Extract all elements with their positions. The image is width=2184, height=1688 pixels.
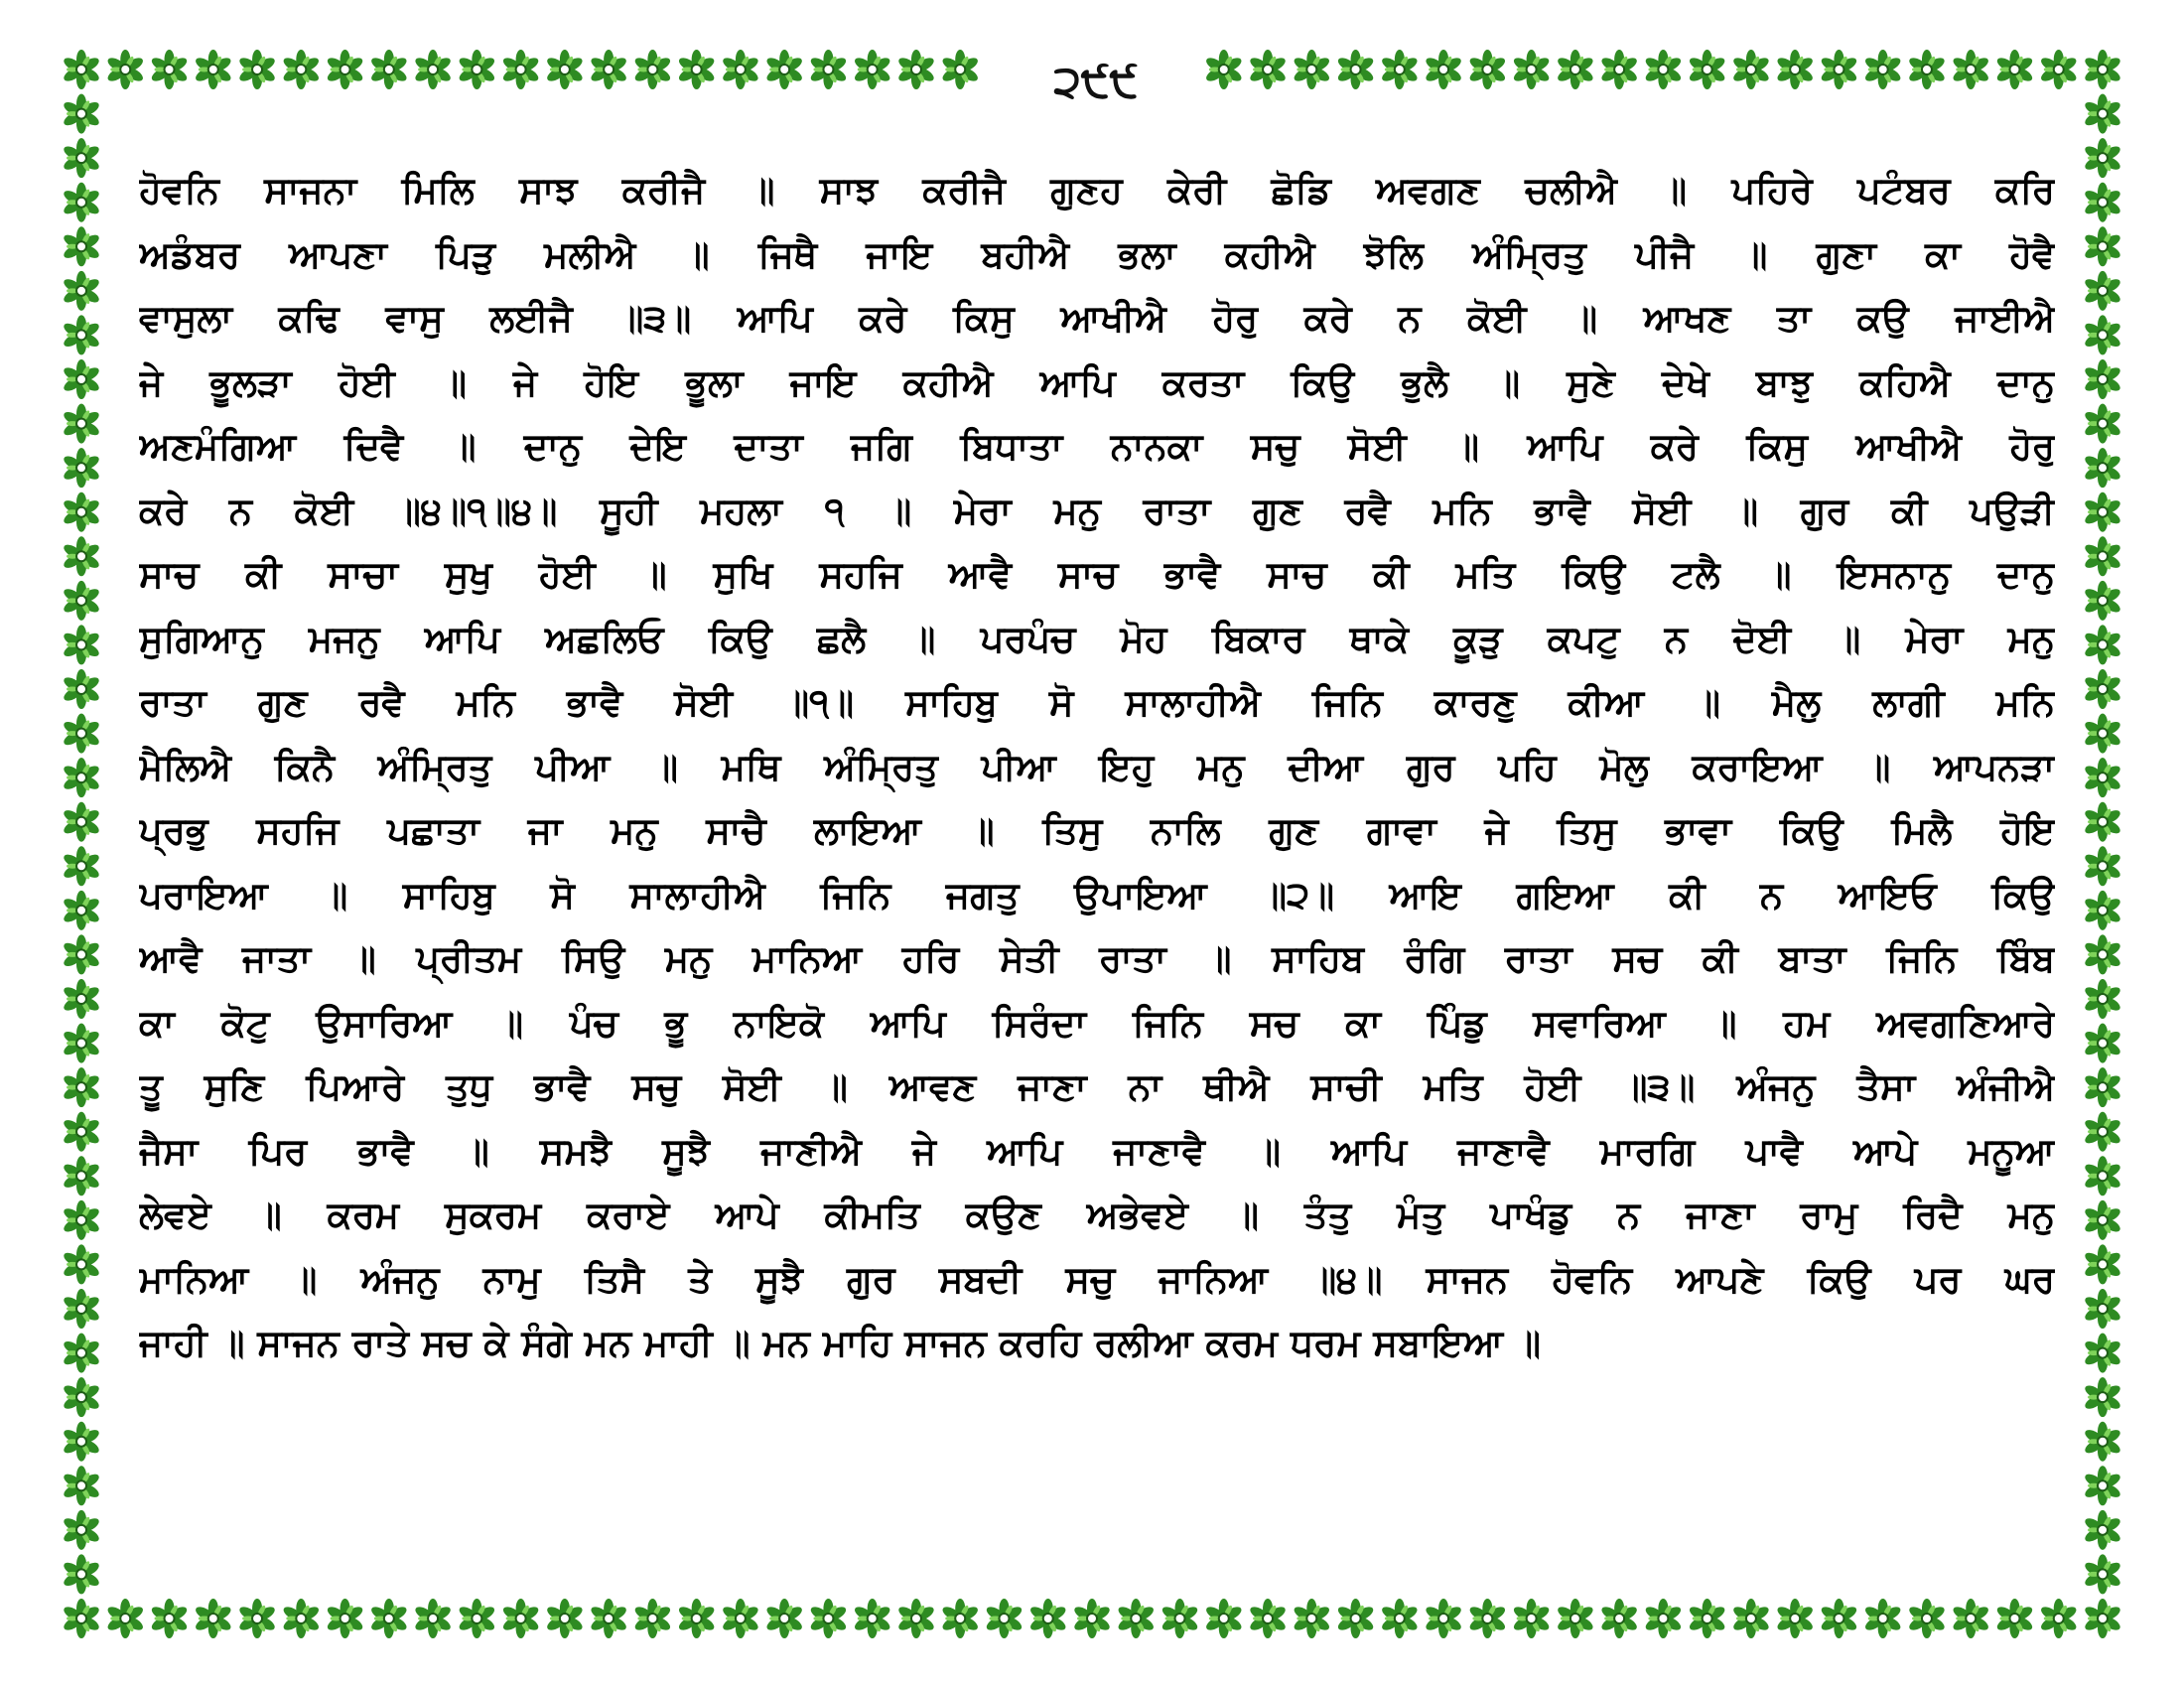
flower-ornament-icon xyxy=(2083,1024,2122,1063)
flower-ornament-icon xyxy=(62,183,101,222)
flower-ornament-icon xyxy=(2083,802,2122,842)
flower-ornament-icon xyxy=(62,492,101,532)
flower-ornament-icon xyxy=(2083,1156,2122,1196)
flower-ornament-icon xyxy=(721,1599,760,1638)
flower-ornament-icon xyxy=(1512,1599,1552,1638)
flower-ornament-icon xyxy=(2083,714,2122,754)
flower-ornament-icon xyxy=(2083,1377,2122,1417)
flower-ornament-icon xyxy=(2083,891,2122,930)
page-number: ੨੯੯ xyxy=(1017,48,1175,117)
flower-ornament-icon xyxy=(62,1466,101,1505)
text-line: ਸਾਚ ਕੀ ਸਾਚਾ ਸੁਖੁ ਹੋਈ ॥ ਸੁਖਿ ਸਹਜਿ ਆਵੈ ਸਾਚ ਭਾਵੈ ਸਾਚ ਕੀ ਮਤਿ ਕਿਉ ਟਲੈ ॥ ਇਸਨਾਨੁ ਦਾਨੁ xyxy=(139,553,2055,596)
text-line: ਤੂ ਸੁਣਿ ਪਿਆਰੇ ਤੁਧੁ ਭਾਵੈ ਸਚੁ ਸੋਈ ॥ ਆਵਣ ਜਾਣਾ ਨਾ ਥੀਐ ਸਾਚੀ ਮਤਿ ਹੋਈ ॥੩॥ ਅੰਜਨੁ ਤੈਸਾ ਅੰਜੀਐ xyxy=(139,1065,2055,1108)
flower-ornament-icon xyxy=(62,934,101,974)
flower-ornament-icon xyxy=(369,1599,409,1638)
flower-ornament-icon xyxy=(501,50,541,89)
flower-ornament-icon xyxy=(2083,1200,2122,1240)
flower-ornament-icon xyxy=(853,1599,892,1638)
flower-ornament-icon xyxy=(940,50,980,89)
flower-ornament-icon xyxy=(194,50,233,89)
flower-ornament-icon xyxy=(62,315,101,354)
flower-ornament-icon xyxy=(2083,1067,2122,1107)
flower-ornament-icon xyxy=(2083,359,2122,399)
flower-ornament-icon xyxy=(2083,979,2122,1019)
flower-ornament-icon xyxy=(1468,50,1508,89)
flower-ornament-icon xyxy=(2083,581,2122,621)
flower-ornament-icon xyxy=(1028,1599,1068,1638)
flower-ornament-icon xyxy=(1863,50,1903,89)
flower-ornament-icon xyxy=(62,138,101,178)
flower-ornament-icon xyxy=(62,1554,101,1594)
flower-ornament-icon xyxy=(764,50,804,89)
flower-ornament-icon xyxy=(2083,758,2122,797)
flower-ornament-icon xyxy=(1556,1599,1595,1638)
flower-ornament-icon xyxy=(1072,1599,1112,1638)
flower-ornament-icon xyxy=(2083,183,2122,222)
flower-ornament-icon xyxy=(1468,1599,1508,1638)
flower-ornament-icon xyxy=(62,1112,101,1152)
flower-ornament-icon xyxy=(1380,1599,1420,1638)
flower-ornament-icon xyxy=(677,1599,717,1638)
flower-ornament-icon xyxy=(62,536,101,576)
flower-ornament-icon xyxy=(62,1510,101,1550)
flower-ornament-icon xyxy=(1644,1599,1684,1638)
flower-ornament-icon xyxy=(1688,1599,1727,1638)
text-line: ਪਰਾਇਆ ॥ ਸਾਹਿਬੁ ਸੋ ਸਾਲਾਹੀਐ ਜਿਨਿ ਜਗਤੁ ਉਪਾਇਆ ॥੨॥ ਆਇ ਗਇਆ ਕੀ ਨ ਆਇਓ ਕਿਉ xyxy=(139,873,2055,916)
flower-ornament-icon xyxy=(1775,1599,1815,1638)
flower-ornament-icon xyxy=(633,1599,673,1638)
text-line: ਮਾਨਿਆ ॥ ਅੰਜਨੁ ਨਾਮੁ ਤਿਸੈ ਤੇ ਸੂਝੈ ਗੁਰ ਸਬਦੀ ਸਚੁ ਜਾਨਿਆ ॥੪॥ ਸਾਜਨ ਹੋਵਨਿ ਆਪਣੇ ਕਿਉ ਪਰ ਘਰ xyxy=(139,1257,2055,1301)
text-line: ਹੋਵਨਿ ਸਾਜਨਾ ਮਿਲਿ ਸਾਝ ਕਰੀਜੈ ॥ ਸਾਝ ਕਰੀਜੈ ਗੁਣਹ ਕੇਰੀ ਛੋਡਿ ਅਵਗਣ ਚਲੀਐ ॥ ਪਹਿਰੇ ਪਟੰਬਰ ਕਰਿ xyxy=(139,169,2055,211)
flower-ornament-icon xyxy=(2083,1554,2122,1594)
flower-ornament-icon xyxy=(1424,1599,1463,1638)
flower-ornament-icon xyxy=(2083,1289,2122,1329)
flower-ornament-icon xyxy=(1204,1599,1244,1638)
flower-ornament-icon xyxy=(1995,1599,2035,1638)
flower-ornament-icon xyxy=(1248,1599,1288,1638)
flower-ornament-icon xyxy=(809,1599,849,1638)
flower-ornament-icon xyxy=(62,1334,101,1373)
flower-ornament-icon xyxy=(1644,50,1684,89)
text-line: ਜੇ ਭੂਲੜਾ ਹੋਈ ॥ ਜੇ ਹੋਇ ਭੂਲਾ ਜਾਇ ਕਹੀਐ ਆਪਿ ਕਰਤਾ ਕਿਉ ਭੁਲੈ ॥ ਸੁਣੇ ਦੇਖੇ ਬਾਝੁ ਕਹਿਐ ਦਾਨੁ xyxy=(139,360,2055,404)
flower-ornament-icon xyxy=(589,50,628,89)
text-line: ਜੈਸਾ ਪਿਰ ਭਾਵੈ ॥ ਸਮਝੈ ਸੂਝੈ ਜਾਣੀਐ ਜੇ ਆਪਿ ਜਾਣਾਵੈ ॥ ਆਪਿ ਜਾਣਾਵੈ ਮਾਰਗਿ ਪਾਵੈ ਆਪੇ ਮਨੂਆ xyxy=(139,1129,2055,1173)
flower-ornament-icon xyxy=(677,50,717,89)
flower-ornament-icon xyxy=(721,50,760,89)
flower-ornament-icon xyxy=(2083,492,2122,532)
flower-ornament-icon xyxy=(62,404,101,444)
flower-ornament-icon xyxy=(62,226,101,266)
flower-ornament-icon xyxy=(62,758,101,797)
flower-ornament-icon xyxy=(2083,226,2122,266)
flower-ornament-icon xyxy=(62,1024,101,1063)
flower-ornament-icon xyxy=(764,1599,804,1638)
flower-ornament-icon xyxy=(1951,1599,1990,1638)
flower-ornament-icon xyxy=(1204,50,1244,89)
flower-ornament-icon xyxy=(1336,50,1376,89)
flower-ornament-icon xyxy=(809,50,849,89)
flower-ornament-icon xyxy=(2083,669,2122,709)
flower-ornament-icon xyxy=(2083,1334,2122,1373)
scripture-text xyxy=(139,159,2055,1376)
flower-ornament-icon xyxy=(326,1599,365,1638)
flower-ornament-icon xyxy=(1731,1599,1771,1638)
text-line: ਅਡੰਬਰ ਆਪਣਾ ਪਿੜੁ ਮਲੀਐ ॥ ਜਿਥੈ ਜਾਇ ਬਹੀਐ ਭਲਾ ਕਹੀਐ ਝੋਲਿ ਅੰਮ੍ਰਿਤੁ ਪੀਜੈ ॥ ਗੁਣਾ ਕਾ ਹੋਵੈ xyxy=(139,232,2055,276)
text-line: ਵਾਸੁਲਾ ਕਢਿ ਵਾਸੁ ਲਈਜੈ ॥੩॥ ਆਪਿ ਕਰੇ ਕਿਸੁ ਆਖੀਐ ਹੋਰੁ ਕਰੇ ਨ ਕੋਈ ॥ ਆਖਣ ਤਾ ਕਉ ਜਾਈਐ xyxy=(139,297,2055,340)
text-line: ਕਰੇ ਨ ਕੋਈ ॥੪॥੧॥੪॥ ਸੂਹੀ ਮਹਲਾ ੧ ॥ ਮੇਰਾ ਮਨੁ ਰਾਤਾ ਗੁਣ ਰਵੈ ਮਨਿ ਭਾਵੈ ਸੋਈ ॥ ਗੁਰ ਕੀ ਪਉੜੀ xyxy=(139,489,2055,532)
text-line: ਕਾ ਕੋਟੁ ਉਸਾਰਿਆ ॥ ਪੰਚ ਭੂ ਨਾਇਕੋ ਆਪਿ ਸਿਰੰਦਾ ਜਿਨਿ ਸਚ ਕਾ ਪਿੰਡੁ ਸਵਾਰਿਆ ॥ ਹਮ ਅਵਗਣਿਆਰੇ xyxy=(139,1001,2055,1045)
flower-ornament-icon xyxy=(62,359,101,399)
flower-ornament-icon xyxy=(62,625,101,664)
flower-ornament-icon xyxy=(1556,50,1595,89)
flower-ornament-icon xyxy=(2083,1599,2122,1638)
flower-ornament-icon xyxy=(62,1289,101,1329)
flower-ornament-icon xyxy=(896,1599,936,1638)
flower-ornament-icon xyxy=(62,1156,101,1196)
flower-ornament-icon xyxy=(1292,1599,1331,1638)
flower-ornament-icon xyxy=(237,1599,277,1638)
flower-ornament-icon xyxy=(1731,50,1771,89)
flower-ornament-icon xyxy=(369,50,409,89)
flower-ornament-icon xyxy=(62,979,101,1019)
text-line: ਮੈਲਿਐ ਕਿਨੈ ਅੰਮ੍ਰਿਤੁ ਪੀਆ ॥ ਮਥਿ ਅੰਮ੍ਰਿਤੁ ਪੀਆ ਇਹੁ ਮਨੁ ਦੀਆ ਗੁਰ ਪਹਿ ਮੋਲੁ ਕਰਾਇਆ ॥ ਆਪਨੜਾ xyxy=(139,745,2055,788)
flower-ornament-icon xyxy=(853,50,892,89)
flower-ornament-icon xyxy=(62,1200,101,1240)
flower-ornament-icon xyxy=(62,1599,101,1638)
flower-ornament-icon xyxy=(62,846,101,886)
flower-ornament-icon xyxy=(2083,94,2122,134)
flower-ornament-icon xyxy=(62,1422,101,1462)
flower-ornament-icon xyxy=(1995,50,2035,89)
flower-ornament-icon xyxy=(62,1377,101,1417)
flower-ornament-icon xyxy=(105,50,145,89)
flower-ornament-icon xyxy=(896,50,936,89)
flower-ornament-icon xyxy=(1116,1599,1156,1638)
flower-ornament-icon xyxy=(2083,1466,2122,1505)
flower-ornament-icon xyxy=(2039,50,2079,89)
flower-ornament-icon xyxy=(940,1599,980,1638)
flower-ornament-icon xyxy=(194,1599,233,1638)
flower-ornament-icon xyxy=(1424,50,1463,89)
flower-ornament-icon xyxy=(1160,1599,1200,1638)
text-line: ਸੁਗਿਆਨੁ ਮਜਨੁ ਆਪਿ ਅਛਲਿਓ ਕਿਉ ਛਲੈ ॥ ਪਰਪੰਚ ਮੋਹ ਬਿਕਾਰ ਥਾਕੇ ਕੂੜੁ ਕਪਟੁ ਨ ਦੋਈ ॥ ਮੇਰਾ ਮਨੁ xyxy=(139,617,2055,660)
flower-ornament-icon xyxy=(1380,50,1420,89)
flower-ornament-icon xyxy=(458,1599,497,1638)
flower-ornament-icon xyxy=(545,50,585,89)
flower-ornament-icon xyxy=(150,50,190,89)
flower-ornament-icon xyxy=(1820,1599,1859,1638)
flower-ornament-icon xyxy=(1820,50,1859,89)
flower-ornament-icon xyxy=(2083,50,2122,89)
flower-ornament-icon xyxy=(1907,1599,1947,1638)
flower-ornament-icon xyxy=(1863,1599,1903,1638)
flower-ornament-icon xyxy=(105,1599,145,1638)
flower-ornament-icon xyxy=(150,1599,190,1638)
flower-ornament-icon xyxy=(62,581,101,621)
flower-ornament-icon xyxy=(281,50,321,89)
flower-ornament-icon xyxy=(2083,138,2122,178)
flower-ornament-icon xyxy=(2083,448,2122,488)
flower-ornament-icon xyxy=(62,1067,101,1107)
flower-ornament-icon xyxy=(2083,625,2122,664)
flower-ornament-icon xyxy=(589,1599,628,1638)
flower-ornament-icon xyxy=(2083,846,2122,886)
flower-ornament-icon xyxy=(62,94,101,134)
flower-ornament-icon xyxy=(2083,536,2122,576)
flower-ornament-icon xyxy=(2083,1510,2122,1550)
flower-ornament-icon xyxy=(985,1599,1024,1638)
flower-ornament-icon xyxy=(326,50,365,89)
flower-ornament-icon xyxy=(1599,50,1639,89)
flower-ornament-icon xyxy=(545,1599,585,1638)
flower-ornament-icon xyxy=(2039,1599,2079,1638)
flower-ornament-icon xyxy=(2083,1244,2122,1284)
flower-ornament-icon xyxy=(62,1244,101,1284)
text-line: ਜਾਹੀ ॥ ਸਾਜਨ ਰਾਤੇ ਸਚ ਕੇ ਸੰਗੇ ਮਨ ਮਾਹੀ ॥ ਮਨ ਮਾਹਿ ਸਾਜਨ ਕਰਹਿ ਰਲੀਆ ਕਰਮ ਧਰਮ ਸਬਾਇਆ ॥ xyxy=(139,1322,1541,1364)
text-line: ਆਵੈ ਜਾਤਾ ॥ ਪ੍ਰੀਤਮ ਸਿਉ ਮਨੁ ਮਾਨਿਆ ਹਰਿ ਸੇਤੀ ਰਾਤਾ ॥ ਸਾਹਿਬ ਰੰਗਿ ਰਾਤਾ ਸਚ ਕੀ ਬਾਤਾ ਜਿਨਿ ਬਿੰਬ xyxy=(139,937,2055,980)
flower-ornament-icon xyxy=(2083,315,2122,354)
flower-ornament-icon xyxy=(62,448,101,488)
flower-ornament-icon xyxy=(1907,50,1947,89)
flower-ornament-icon xyxy=(2083,934,2122,974)
flower-ornament-icon xyxy=(413,1599,453,1638)
flower-ornament-icon xyxy=(62,714,101,754)
flower-ornament-icon xyxy=(413,50,453,89)
flower-ornament-icon xyxy=(501,1599,541,1638)
flower-ornament-icon xyxy=(1688,50,1727,89)
flower-ornament-icon xyxy=(458,50,497,89)
flower-ornament-icon xyxy=(2083,271,2122,311)
flower-ornament-icon xyxy=(237,50,277,89)
flower-ornament-icon xyxy=(1336,1599,1376,1638)
text-line: ਲੇਵਏ ॥ ਕਰਮ ਸੁਕਰਮ ਕਰਾਏ ਆਪੇ ਕੀਮਤਿ ਕਉਣ ਅਭੇਵਏ ॥ ਤੰਤੁ ਮੰਤੁ ਪਾਖੰਡੁ ਨ ਜਾਣਾ ਰਾਮੁ ਰਿਦੈ ਮਨੁ xyxy=(139,1194,2055,1236)
flower-ornament-icon xyxy=(62,802,101,842)
flower-ornament-icon xyxy=(1512,50,1552,89)
text-line: ਅਣਮੰਗਿਆ ਦਿਵੈ ॥ ਦਾਨੁ ਦੇਇ ਦਾਤਾ ਜਗਿ ਬਿਧਾਤਾ ਨਾਨਕਾ ਸਚੁ ਸੋਈ ॥ ਆਪਿ ਕਰੇ ਕਿਸੁ ਆਖੀਐ ਹੋਰੁ xyxy=(139,425,2055,468)
text-line: ਪ੍ਰਭੁ ਸਹਜਿ ਪਛਾਤਾ ਜਾ ਮਨੁ ਸਾਚੈ ਲਾਇਆ ॥ ਤਿਸੁ ਨਾਲਿ ਗੁਣ ਗਾਵਾ ਜੇ ਤਿਸੁ ਭਾਵਾ ਕਿਉ ਮਿਲੈ ਹੋਇ xyxy=(139,809,2055,852)
flower-ornament-icon xyxy=(2083,1112,2122,1152)
flower-ornament-icon xyxy=(1951,50,1990,89)
flower-ornament-icon xyxy=(2083,1422,2122,1462)
flower-ornament-icon xyxy=(62,271,101,311)
flower-ornament-icon xyxy=(62,50,101,89)
flower-ornament-icon xyxy=(1599,1599,1639,1638)
flower-ornament-icon xyxy=(2083,404,2122,444)
flower-ornament-icon xyxy=(1775,50,1815,89)
flower-ornament-icon xyxy=(1292,50,1331,89)
flower-ornament-icon xyxy=(62,891,101,930)
text-line: ਰਾਤਾ ਗੁਣ ਰਵੈ ਮਨਿ ਭਾਵੈ ਸੋਈ ॥੧॥ ਸਾਹਿਬੁ ਸੋ ਸਾਲਾਹੀਐ ਜਿਨਿ ਕਾਰਣੁ ਕੀਆ ॥ ਮੈਲੁ ਲਾਗੀ ਮਨਿ xyxy=(139,681,2055,724)
flower-ornament-icon xyxy=(281,1599,321,1638)
flower-ornament-icon xyxy=(633,50,673,89)
flower-ornament-icon xyxy=(62,669,101,709)
flower-ornament-icon xyxy=(1248,50,1288,89)
